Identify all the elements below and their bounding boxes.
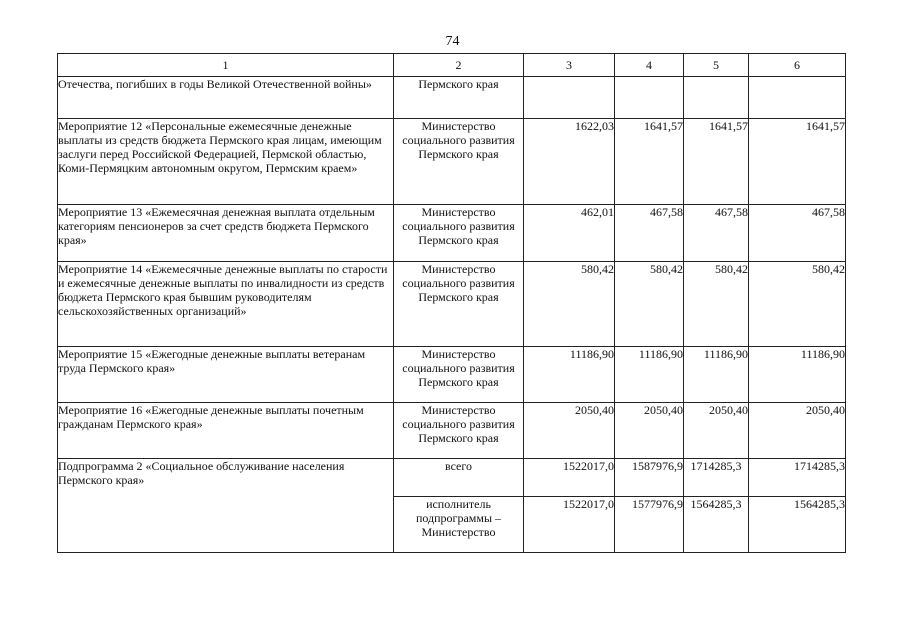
table-row xyxy=(58,347,846,403)
activity-name: Мероприятие 15 «Ежегодные денежные выплаты ветеранам труда Пермского края» xyxy=(58,347,394,403)
value-col4: 1587976,9 xyxy=(615,459,684,497)
value-col5: 467,58 xyxy=(684,205,749,262)
budget-table xyxy=(57,53,846,553)
activity-name: Отечества, погибших в годы Великой Отечественной войны» xyxy=(58,77,394,119)
value-col4: 2050,40 xyxy=(615,403,684,459)
executor-cell: Министерство социального развития Пермского края xyxy=(394,403,524,459)
value-col6: 1641,57 xyxy=(749,119,846,205)
value-col3: 1522017,0 xyxy=(524,497,615,553)
value-col4: 1641,57 xyxy=(615,119,684,205)
subprogram-name: Подпрограмма 2 «Социальное обслуживание населения Пермского края» xyxy=(58,459,394,553)
activity-name: Мероприятие 16 «Ежегодные денежные выплаты почетным гражданам Пермского края» xyxy=(58,403,394,459)
table-row xyxy=(58,119,846,205)
value-col3: 11186,90 xyxy=(524,347,615,403)
value-col6: 11186,90 xyxy=(749,347,846,403)
value-col6 xyxy=(749,77,846,119)
value-col5: 580,42 xyxy=(684,262,749,347)
value-col4: 467,58 xyxy=(615,205,684,262)
page-number: 74 xyxy=(445,34,460,49)
value-col3 xyxy=(524,77,615,119)
value-col3: 1622,03 xyxy=(524,119,615,205)
executor-cell: Министерство социального развития Пермского края xyxy=(394,119,524,205)
value-col4: 580,42 xyxy=(615,262,684,347)
value-col6: 580,42 xyxy=(749,262,846,347)
column-header: 2 xyxy=(394,54,524,77)
executor-cell: Министерство социального развития Пермского края xyxy=(394,205,524,262)
value-col4 xyxy=(615,77,684,119)
header-row xyxy=(58,54,846,77)
value-col6: 1714285,3 xyxy=(749,459,846,497)
value-col3: 580,42 xyxy=(524,262,615,347)
value-col6: 1564285,3 xyxy=(749,497,846,553)
activity-name: Мероприятие 14 «Ежемесячные денежные выплаты по старости и ежемесячные денежные выплаты по инвалидности из средств бюджета Пермского края бывшим руководителям сельскохозяйственных организаций» xyxy=(58,262,394,347)
column-header: 4 xyxy=(615,54,684,77)
value-col4: 11186,90 xyxy=(615,347,684,403)
value-col4: 1577976,9 xyxy=(615,497,684,553)
table-row xyxy=(58,262,846,347)
column-header: 5 xyxy=(684,54,749,77)
value-col3: 1522017,0 xyxy=(524,459,615,497)
column-header: 6 xyxy=(749,54,846,77)
table-row xyxy=(58,205,846,262)
column-header: 3 xyxy=(524,54,615,77)
value-col5: 1564285,3 xyxy=(684,497,749,553)
value-col3: 462,01 xyxy=(524,205,615,262)
executor-cell: исполнитель подпрограммы – Министерство xyxy=(394,497,524,553)
value-col6: 467,58 xyxy=(749,205,846,262)
value-col5 xyxy=(684,77,749,119)
table-row xyxy=(58,403,846,459)
value-col5: 2050,40 xyxy=(684,403,749,459)
activity-name: Мероприятие 12 «Персональные ежемесячные денежные выплаты из средств бюджета Пермского края лицам, имеющим заслуги перед Российской Федерацией, Пермской областью, Коми-Пермяцким автономным округом, Пермским краем» xyxy=(58,119,394,205)
executor-cell: Министерство социального развития Пермского края xyxy=(394,347,524,403)
value-col5: 1641,57 xyxy=(684,119,749,205)
activity-name: Мероприятие 13 «Ежемесячная денежная выплата отдельным категориям пенсионеров за счет средств бюджета Пермского края» xyxy=(58,205,394,262)
executor-cell: всего xyxy=(394,459,524,497)
executor-cell: Министерство социального развития Пермского края xyxy=(394,262,524,347)
column-header: 1 xyxy=(58,54,394,77)
value-col5: 1714285,3 xyxy=(684,459,749,497)
value-col3: 2050,40 xyxy=(524,403,615,459)
executor-cell: Пермского края xyxy=(394,77,524,119)
table-row xyxy=(58,77,846,119)
subprogram-row xyxy=(58,459,846,497)
value-col5: 11186,90 xyxy=(684,347,749,403)
value-col6: 2050,40 xyxy=(749,403,846,459)
